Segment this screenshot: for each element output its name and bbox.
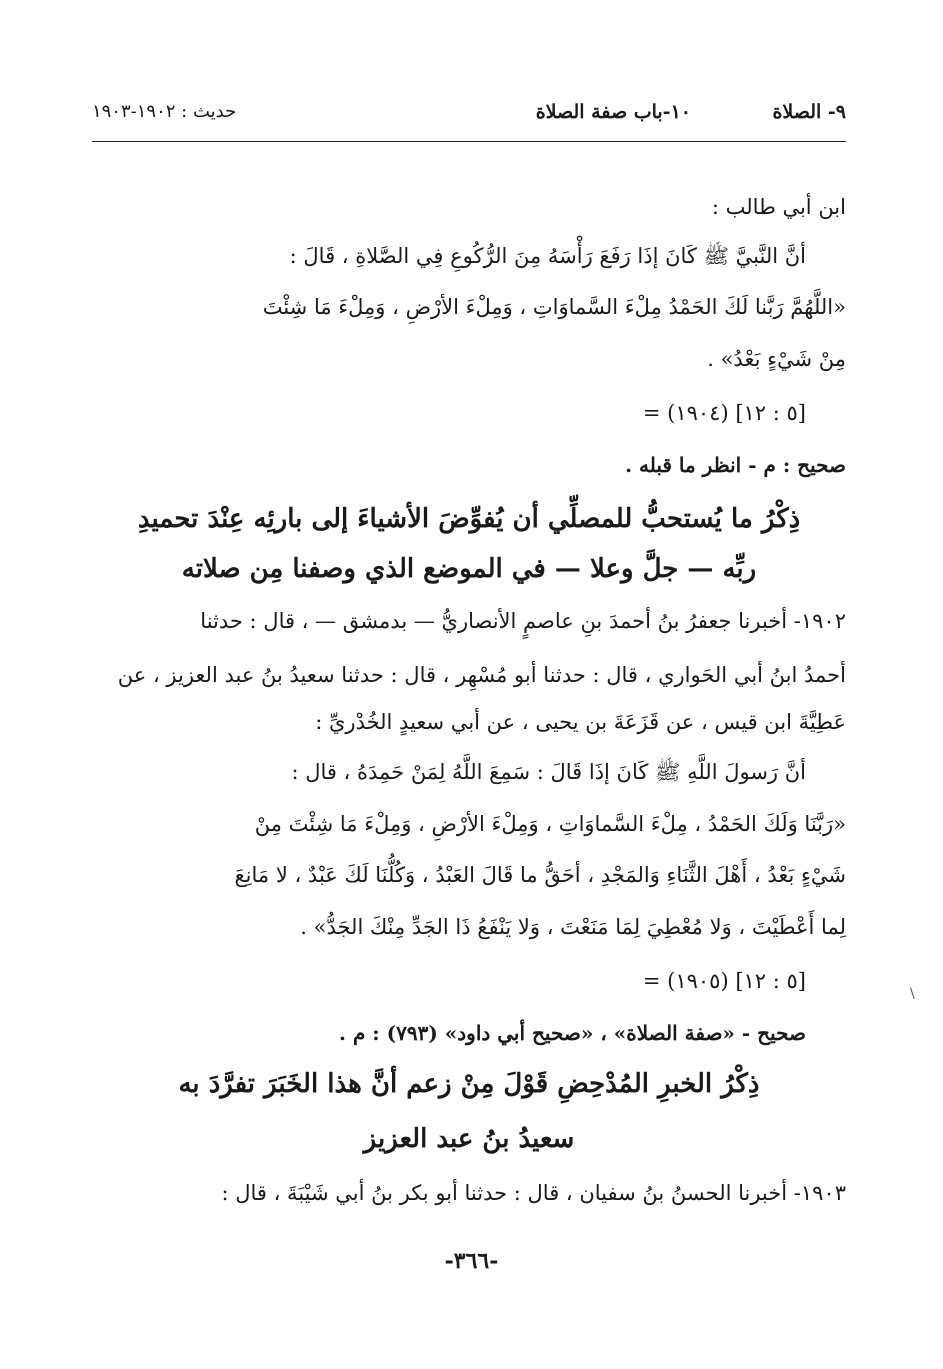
hadith-isnad-line: عَطِيَّةَ ابن قيس ، عن قَزَعَةَ بن يحيى ، عن أبي سعيدٍ الخُدْريِّ : — [315, 710, 846, 734]
hadith-isnad-line: أحمدُ ابنُ أبي الحَواري ، قال : حدثنا أبو مُسْهِر ، قال : حدثنا سعيدُ بنُ عبد العزيز ، عن — [117, 663, 846, 687]
page-number: -٣٦٦- — [444, 1248, 499, 1274]
hadith-matn-line: أنَّ النَّبيَّ ﷺ كَانَ إذَا رَفَعَ رَأْسَهُ مِنَ الرُّكُوعِ فِي الصَّلاةِ ، قَالَ : — [289, 244, 806, 268]
text-line: ابن أبي طالب : — [711, 195, 846, 219]
chapter-heading-line: ذِكْرُ الخبرِ المُدْحِضِ قَوْلَ مِنْ زعم أنَّ هذا الخَبَرَ تفرَّدَ به — [178, 1069, 760, 1099]
chapter-heading-line: ربِّه — جلَّ وعلا — في الموضع الذي وصفنا مِن صلاته — [181, 554, 757, 584]
cross-reference-text: = (١٩٠٤) [٥ : ١٢] — [642, 401, 806, 425]
hadith-matn-line: «اللَّهُمَّ رَبَّنا لَكَ الحَمْدُ مِلْءَ السَّماوَاتِ ، وَمِلْءَ الأرْضِ ، وَمِلْءَ مَا شِئْتَ — [262, 295, 846, 319]
hadith-matn-line: «رَبَّنَا وَلَكَ الحَمْدُ ، مِلْءَ السَّماوَاتِ ، وَمِلْءَ الأرْضِ ، وَمِلْءَ مَا شِئْتَ مِنْ — [254, 812, 846, 836]
margin-mark: \ — [910, 986, 915, 1002]
cross-reference — [92, 397, 806, 429]
header-rule — [92, 141, 846, 142]
header-chapter: ٩- الصلاة — [772, 101, 846, 123]
cross-reference-text: = (١٩٠٥) [٥ : ١٢] — [642, 969, 806, 993]
grading-note: صحيح - «صفة الصلاة» ، «صحيح أبي داود» (٧٩٣) : م . — [339, 1021, 806, 1045]
hadith-matn-line: لِما أَعْطَيْتَ ، وَلا مُعْطِيَ لِمَا مَنَعْتَ ، وَلا يَنْفَعُ ذَا الجَدِّ مِنْكَ الجَدُّ» . — [300, 915, 846, 939]
header-section: ١٠-باب صفة الصلاة — [535, 101, 691, 123]
hadith-isnad-line: ١٩٠٣- أخبرنا الحسنُ بنُ سفيان ، قال : حدثنا أبو بكر بنُ أبي شَيْبَةَ ، قال : — [221, 1181, 846, 1205]
hadith-isnad-line: ١٩٠٢- أخبرنا جعفرُ بنُ أحمدَ بنِ عاصمٍ الأنصاريُّ — بدمشق — ، قال : حدثنا — [200, 609, 846, 633]
hadith-matn-line: أنَّ رَسولَ اللَّهِ ﷺ كَانَ إذَا قَالَ : سَمِعَ اللَّهُ لِمَنْ حَمِدَهُ ، قال : — [291, 760, 806, 784]
header-hadith-range: حديث : ١٩٠٢-١٩٠٣ — [92, 101, 237, 122]
hadith-matn-line: شَيْءٍ بَعْدُ ، أَهْلَ الثَّنَاءِ وَالمَجْدِ ، أحَقُّ ما قَالَ العَبْدُ ، وَكُلُّنَا لَكَ عَبْدٌ ، لا مَانِعَ — [234, 863, 846, 887]
running-header — [92, 95, 846, 135]
chapter-heading-line: سعيدُ بنُ عبد العزيز — [363, 1124, 575, 1154]
chapter-heading-line: ذِكْرُ ما يُستحبُّ للمصلِّي أن يُفوِّضَ الأشياءَ إلى بارئِه عِنْدَ تحميدِ — [137, 504, 801, 534]
hadith-matn-line: مِنْ شَيْءٍ بَعْدُ» . — [707, 347, 846, 371]
cross-reference — [92, 965, 806, 997]
grading-note: صحيح : م - انظر ما قبله . — [625, 453, 846, 477]
